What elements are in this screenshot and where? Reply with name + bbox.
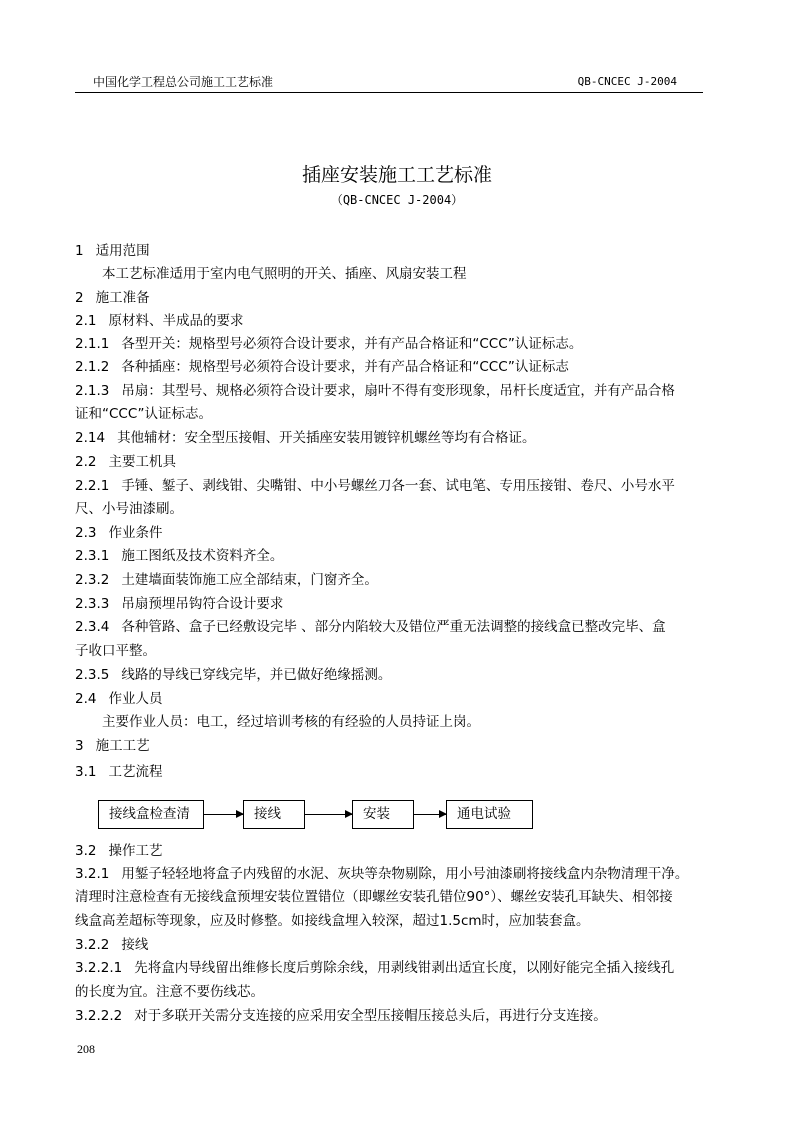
page-subtitle: （QB-CNCEC J-2004） bbox=[330, 193, 464, 207]
text-line bbox=[75, 404, 705, 424]
flow-arrow-3 bbox=[414, 814, 446, 815]
section-number: 2.3 bbox=[75, 525, 97, 541]
section-number: 3.2.2.2 bbox=[75, 1008, 123, 1024]
text-line bbox=[75, 762, 705, 782]
line-text: 吊扇：其型号、规格必须符合设计要求，扇叶不得有变形现象，吊杆长度适宜，并有产品合格 bbox=[121, 383, 675, 399]
section-number: 2.1.1 bbox=[75, 336, 110, 352]
line-text: 清理时注意检查有无接线盒预埋安装位置错位（即螺丝安装孔错位90°）、螺丝安装孔耳缺失、相邻接 bbox=[75, 889, 673, 905]
line-text: 尺、小号油漆刷。 bbox=[75, 501, 183, 517]
text-line bbox=[75, 334, 705, 354]
section-number: 2 bbox=[75, 290, 84, 306]
line-text: 适用范围 bbox=[95, 243, 150, 259]
text-line bbox=[75, 499, 705, 519]
section-number: 2.1 bbox=[75, 313, 97, 329]
line-text: 主要工机具 bbox=[108, 454, 176, 470]
section-number: 2.3.2 bbox=[75, 572, 110, 588]
line-text: 证和“CCC”认证标志。 bbox=[75, 406, 213, 422]
section-number: 3.2.2.1 bbox=[75, 960, 123, 976]
text-line bbox=[75, 841, 705, 861]
line-text: 对于多联开关需分支连接的应采用安全型压接帽压接总头后，再进行分支连接。 bbox=[134, 1008, 607, 1024]
page-number: 208 bbox=[77, 1042, 95, 1056]
text-line bbox=[75, 736, 705, 756]
text-line bbox=[75, 452, 705, 472]
text-line bbox=[75, 617, 705, 637]
text-line bbox=[75, 887, 705, 907]
section-number: 2.4 bbox=[75, 691, 97, 707]
text-line bbox=[75, 288, 705, 308]
text-line bbox=[75, 1006, 705, 1026]
text-line bbox=[75, 689, 705, 709]
section-number: 2.2 bbox=[75, 454, 97, 470]
line-text: 先将盒内导线留出维修长度后剪除余线，用剥线钳剥出适宜长度，以刚好能完全插入接线孔 bbox=[134, 960, 675, 976]
text-line bbox=[75, 428, 705, 448]
text-line bbox=[75, 570, 705, 590]
section-number: 2.14 bbox=[75, 430, 106, 446]
flow-step-inspect-box: 接线盒检查清 bbox=[98, 800, 204, 829]
text-line bbox=[75, 311, 705, 331]
line-text: 吊扇预埋吊钩符合设计要求 bbox=[121, 596, 284, 612]
flow-arrow-1 bbox=[204, 814, 243, 815]
text-line bbox=[102, 712, 732, 732]
text-line bbox=[75, 381, 705, 401]
text-line bbox=[75, 357, 705, 377]
flow-step-install: 安装 bbox=[352, 800, 414, 829]
section-number: 1 bbox=[75, 243, 84, 259]
line-text: 各型开关：规格型号必须符合设计要求，并有产品合格证和“CCC”认证标志。 bbox=[121, 336, 583, 352]
text-line bbox=[75, 982, 705, 1002]
section-number: 2.3.3 bbox=[75, 596, 110, 612]
text-line bbox=[75, 523, 705, 543]
text-line bbox=[75, 241, 705, 261]
line-text: 的长度为宜。注意不要伤线芯。 bbox=[75, 984, 264, 1000]
line-text: 线路的导线已穿线完毕，并已做好绝缘摇测。 bbox=[121, 667, 392, 683]
section-number: 3.1 bbox=[75, 764, 97, 780]
text-line bbox=[75, 594, 705, 614]
line-text: 用錾子轻轻地将盒子内残留的水泥、灰块等杂物剔除，用小号油漆刷将接线盒内杂物清理干净。 bbox=[121, 866, 689, 882]
line-text: 接线 bbox=[121, 937, 149, 953]
section-number: 2.1.3 bbox=[75, 383, 110, 399]
page-title: 插座安装施工工艺标准 bbox=[301, 164, 492, 186]
flow-arrow-2 bbox=[305, 814, 352, 815]
text-line bbox=[75, 476, 705, 496]
line-text: 原材料、半成品的要求 bbox=[108, 313, 244, 329]
section-number: 2.3.4 bbox=[75, 619, 110, 635]
flow-step-power-test: 通电试验 bbox=[446, 800, 533, 829]
text-line bbox=[75, 665, 705, 685]
running-header bbox=[75, 74, 703, 93]
section-number: 2.3.1 bbox=[75, 548, 110, 564]
line-text: 施工准备 bbox=[95, 290, 150, 306]
header-code: QB-CNCEC J-2004 bbox=[577, 75, 677, 88]
section-number: 2.3.5 bbox=[75, 667, 110, 683]
line-text: 主要作业人员：电工，经过培训考核的有经验的人员持证上岗。 bbox=[102, 714, 480, 730]
line-text: 作业人员 bbox=[108, 691, 163, 707]
line-text: 其他辅材：安全型压接帽、开关插座安装用镀锌机螺丝等均有合格证。 bbox=[117, 430, 536, 446]
line-text: 工艺流程 bbox=[108, 764, 163, 780]
header-org: 中国化学工程总公司施工工艺标准 bbox=[93, 75, 274, 89]
line-text: 施工工艺 bbox=[95, 738, 150, 754]
section-number: 2.2.1 bbox=[75, 478, 110, 494]
line-text: 本工艺标准适用于室内电气照明的开关、插座、风扇安装工程 bbox=[102, 266, 467, 282]
flow-step-wiring: 接线 bbox=[243, 800, 305, 829]
line-text: 各种管路、盒子已经敷设完毕 、部分内陷较大及错位严重无法调整的接线盒已整改完毕、盒 bbox=[121, 619, 666, 635]
line-text: 土建墙面装饰施工应全部结束，门窗齐全。 bbox=[121, 572, 378, 588]
text-line bbox=[75, 958, 705, 978]
text-line bbox=[75, 641, 705, 661]
line-text: 作业条件 bbox=[108, 525, 163, 541]
line-text: 各种插座：规格型号必须符合设计要求，并有产品合格证和“CCC”认证标志 bbox=[121, 359, 569, 375]
line-text: 手锤、錾子、剥线钳、尖嘴钳、中小号螺丝刀各一套、试电笔、专用压接钳、卷尺、小号水平 bbox=[121, 478, 675, 494]
section-number: 3.2 bbox=[75, 843, 97, 859]
line-text: 施工图纸及技术资料齐全。 bbox=[121, 548, 284, 564]
section-number: 3.2.2 bbox=[75, 937, 110, 953]
section-number: 3.2.1 bbox=[75, 866, 110, 882]
text-line bbox=[102, 264, 732, 284]
section-number: 3 bbox=[75, 738, 84, 754]
section-number: 2.1.2 bbox=[75, 359, 110, 375]
text-line bbox=[75, 935, 705, 955]
line-text: 线盒高差超标等现象，应及时修整。如接线盒埋入较深，超过1.5cm时，应加装套盒。 bbox=[75, 913, 590, 929]
text-line bbox=[75, 864, 705, 884]
text-line bbox=[75, 911, 705, 931]
line-text: 操作工艺 bbox=[108, 843, 163, 859]
text-line bbox=[75, 546, 705, 566]
line-text: 子收口平整。 bbox=[75, 643, 156, 659]
